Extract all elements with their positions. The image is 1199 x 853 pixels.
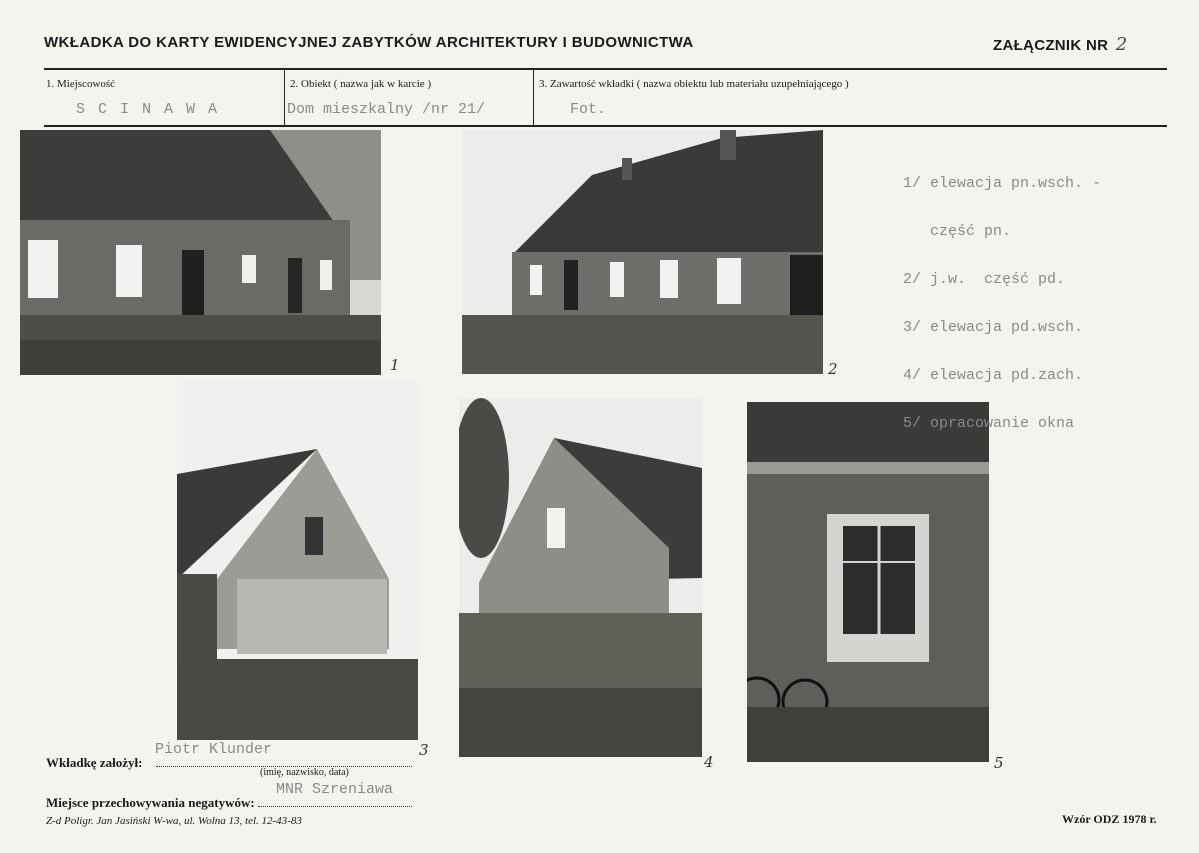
printer-imprint: Z-d Poligr. Jan Jasiński W-wa, ul. Wolna 13, tel. 12-43-83 — [46, 815, 302, 827]
photo-1-number: 1 — [390, 356, 400, 374]
caption-line: 2/ j.w. część pd. — [903, 271, 1066, 288]
form-model: Wzór ODZ 1978 r. — [1062, 812, 1157, 826]
photo-5-number: 5 — [994, 754, 1004, 772]
header-rule-bottom — [44, 125, 1167, 127]
negatives-value: MNR Szreniawa — [276, 781, 394, 798]
annex-label-text: ZAŁĄCZNIK NR — [993, 37, 1109, 54]
annex-number: 2 — [1115, 34, 1128, 55]
negatives-dotted-line — [258, 806, 412, 807]
field-contents-label: 3. Zawartość wkładki ( nazwa obiektu lub materiału uzupełniającego ) — [539, 78, 849, 90]
negatives-label: Miejsce przechowywania negatywów: — [46, 795, 255, 810]
annex-label — [993, 34, 1128, 55]
photo-3-number: 3 — [419, 741, 429, 759]
photo-4-number: 4 — [704, 753, 714, 771]
caption-line: 4/ elewacja pd.zach. — [903, 367, 1084, 384]
founder-sublabel: (imię, nazwisko, data) — [260, 767, 349, 778]
caption-line: 3/ elewacja pd.wsch. — [903, 319, 1084, 336]
photo-caption-list — [903, 144, 1101, 464]
sheet-title: WKŁADKA DO KARTY EWIDENCYJNEJ ZABYTKÓW ARCHITEKTURY I BUDOWNICTWA — [44, 34, 694, 51]
photo-4 — [459, 398, 702, 757]
field-contents-value: Fot. — [570, 101, 607, 118]
field-divider-1 — [284, 69, 285, 126]
header-rule-top — [44, 68, 1167, 70]
caption-line: 5/ opracowanie okna — [903, 415, 1075, 432]
field-locality-label: 1. Miejscowość — [46, 78, 116, 90]
founder-value: Piotr Klunder — [155, 741, 273, 758]
field-divider-2 — [533, 69, 534, 126]
photo-2-number: 2 — [828, 360, 838, 378]
caption-line: część pn. — [903, 223, 1012, 240]
photo-3 — [177, 379, 418, 740]
founder-label: Wkładkę założył: — [46, 755, 143, 770]
photo-2 — [462, 130, 823, 374]
photo-1 — [20, 130, 381, 375]
field-object-value: Dom mieszkalny /nr 21/ — [287, 101, 486, 118]
caption-line: 1/ elewacja pn.wsch. - — [903, 175, 1102, 192]
field-locality-value: S C I N A W A — [76, 101, 220, 118]
field-object-label: 2. Obiekt ( nazwa jak w karcie ) — [290, 78, 432, 90]
